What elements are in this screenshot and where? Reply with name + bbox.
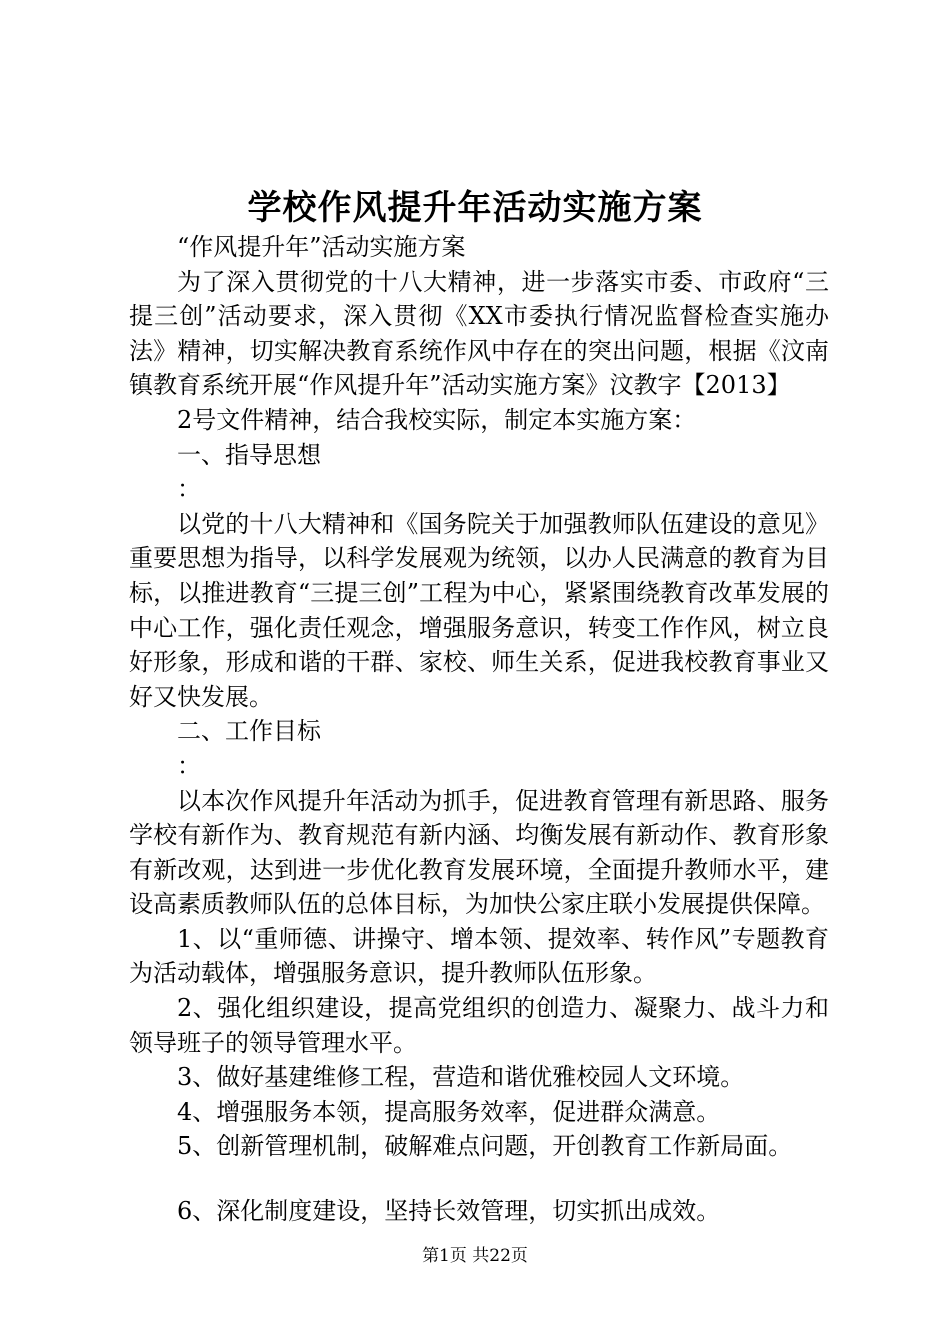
subtitle-paragraph: “作风提升年”活动实施方案 bbox=[177, 233, 466, 261]
document-title: 学校作风提升年活动实施方案 bbox=[247, 188, 703, 228]
list-item: 5、创新管理机制，破解难点问题，开创教育工作新局面。 bbox=[177, 1132, 793, 1161]
list-item: 4、增强服务本领，提高服务效率，促进群众满意。 bbox=[177, 1097, 721, 1126]
list-item: 1、以“重师德、讲操守、增本领、提效率、转作风”专题教育为活动载体，增强服务意识，提升教师队伍形象。 bbox=[129, 924, 829, 988]
section-colon: ： bbox=[177, 751, 201, 780]
work-goals-paragraph: 以本次作风提升年活动为抓手，促进教育管理有新思路、服务学校有新作为、教育规范有新内涵、均衡发展有新动作、教育形象有新改观，达到进一步优化教育发展环境，全面提升教师水平，建设高素质教师队伍的总体目标，为加快公家庄联小发展提供保障。 bbox=[129, 786, 829, 919]
page-number-footer: 第1页 共22页 bbox=[422, 1246, 528, 1266]
section-heading-guiding-ideology: 一、指导思想 bbox=[177, 440, 321, 469]
section-heading-work-goals: 二、工作目标 bbox=[177, 717, 321, 746]
guiding-ideology-paragraph: 以党的十八大精神和《国务院关于加强教师队伍建设的意见》重要思想为指导，以科学发展观为统领，以办人民满意的教育为目标，以推进教育“三提三创”工程为中心，紧紧围绕教育改革发展的中心工作，强化责任观念，增强服务意识，转变工作作风，树立良好形象，形成和谐的干群、家校、师生关系，促进我校教育事业又好又快发展。 bbox=[129, 509, 829, 711]
list-item: 3、做好基建维修工程，营造和谐优雅校园人文环境。 bbox=[177, 1063, 745, 1092]
list-item: 6、深化制度建设，坚持长效管理，切实抓出成效。 bbox=[177, 1197, 721, 1226]
document-body bbox=[129, 230, 829, 1229]
list-item: 2、强化组织建设，提高党组织的创造力、凝聚力、战斗力和领导班子的领导管理水平。 bbox=[129, 994, 829, 1057]
section-colon: ： bbox=[177, 475, 201, 504]
intro-paragraph: 为了深入贯彻党的十八大精神，进一步落实市委、市政府“三提三创”活动要求，深入贯彻《XX市委执行情况监督检查实施办法》精神，切实解决教育系统作风中存在的突出问题，根据《汶南镇教育系统开展“作风提升年”活动实施方案》汶教字【2013】 bbox=[129, 267, 829, 400]
intro-continuation-paragraph: 2号文件精神，结合我校实际，制定本实施方案： bbox=[177, 405, 697, 434]
